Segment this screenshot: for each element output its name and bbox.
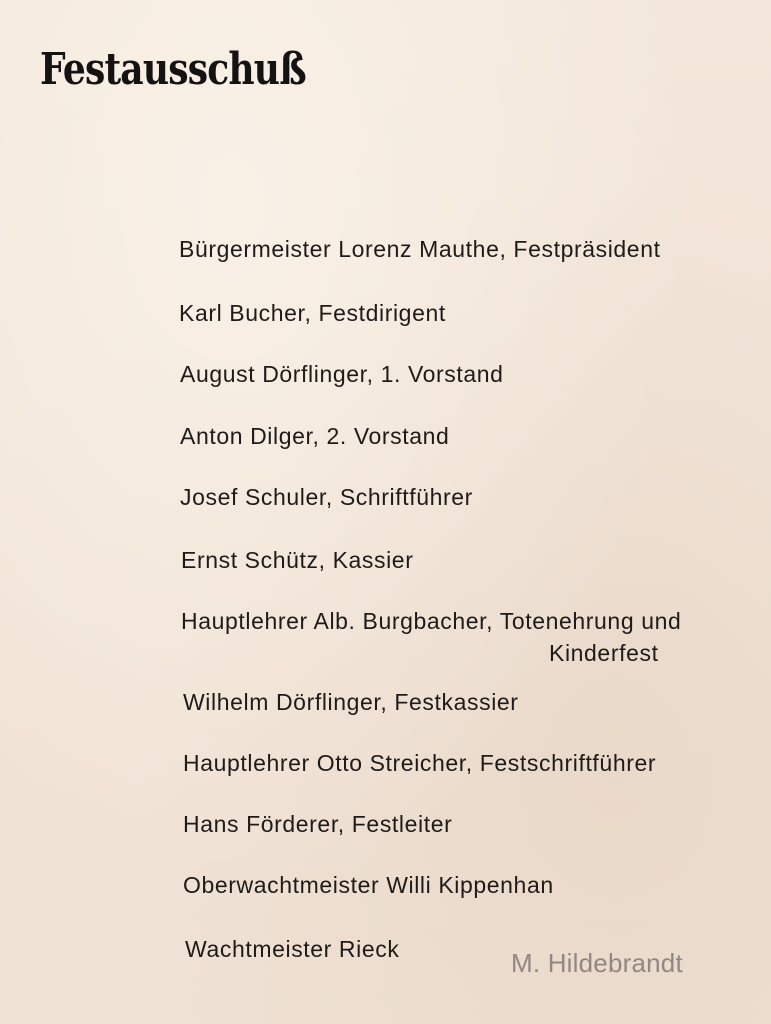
member-line: Josef Schuler, Schriftführer	[180, 484, 473, 510]
member-line: Bürgermeister Lorenz Mauthe, Festpräsident	[179, 236, 661, 262]
member-line: Hauptlehrer Otto Streicher, Festschriftführer	[183, 750, 657, 776]
member-line: Kinderfest	[549, 640, 659, 666]
member-line: Oberwachtmeister Willi Kippenhan	[183, 872, 554, 898]
member-line: Hauptlehrer Alb. Burgbacher, Totenehrung und	[181, 608, 682, 634]
member-line: Karl Bucher, Festdirigent	[179, 300, 446, 326]
member-line: August Dörflinger, 1. Vorstand	[180, 361, 504, 387]
member-line: Anton Dilger, 2. Vorstand	[180, 423, 450, 449]
watermark-credit: M. Hildebrandt	[511, 948, 683, 978]
member-line: Wilhelm Dörflinger, Festkassier	[183, 689, 519, 715]
member-line: Ernst Schütz, Kassier	[181, 547, 414, 573]
member-line: Wachtmeister Rieck	[185, 936, 400, 962]
member-line: Hans Förderer, Festleiter	[183, 811, 453, 837]
document-title: Festausschuß	[40, 44, 306, 95]
